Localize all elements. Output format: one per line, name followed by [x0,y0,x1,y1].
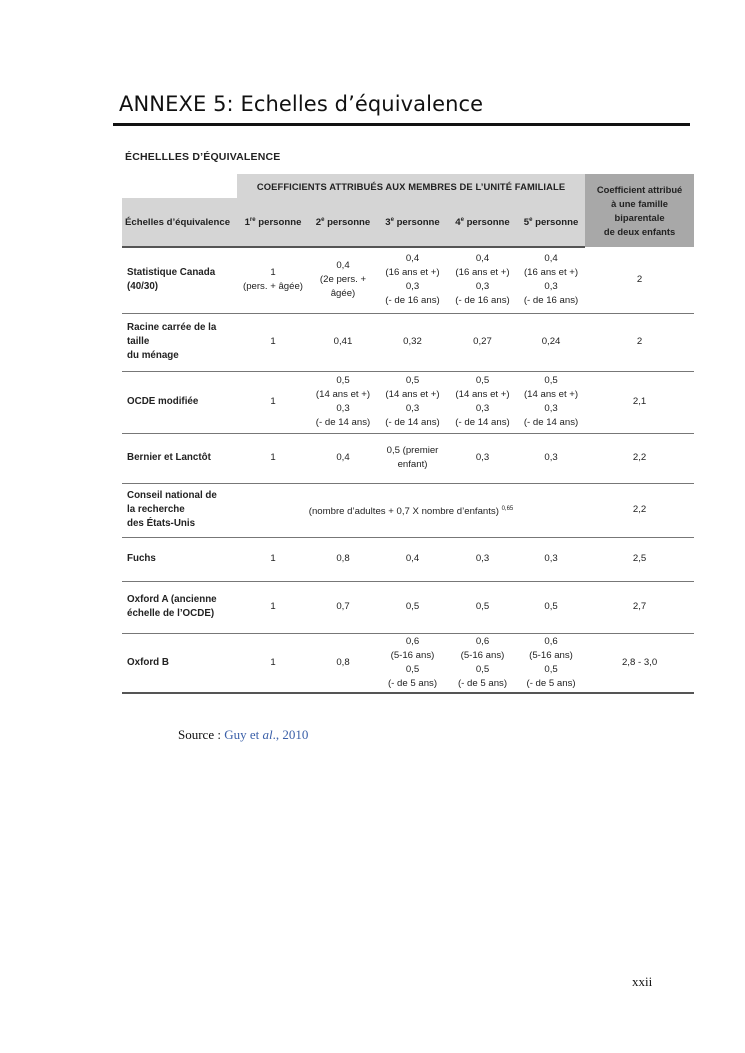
header-coefficient-line: Coefficient attribué [596,183,683,195]
cell-coefficient: 2,5 [585,537,694,581]
header-person-sup: e [460,216,464,223]
scale-name [122,483,237,537]
cell-person-3 [377,371,448,433]
cell-person-4: 0,3 [448,537,517,581]
scale-name [122,537,237,581]
cell-person-5: 0,3 [517,433,585,483]
table-row [122,633,694,693]
source-citation [178,727,308,743]
cell-coefficient: 2 [585,313,694,371]
cell-line: (16 ans et +) [523,267,579,279]
cell-line: (- de 16 ans) [455,295,510,307]
cell-line: 0,6 [405,635,420,647]
cell-person-1 [237,247,309,313]
cell-line: 0,5 [544,375,558,386]
header-person-2 [309,198,377,247]
scale-name-line: des États-Unis [127,518,196,529]
cell-person-4: 0,3 [448,433,517,483]
cell-line: (- de 5 ans) [526,677,576,689]
table-row [122,371,694,433]
cell-person-4 [448,633,517,693]
page-number: xxii [632,974,653,989]
cell-person-4 [448,247,517,313]
cell-person-2: 0,8 [309,633,377,693]
cell-line: 0,3 [405,281,420,293]
header-person-text: personne [532,216,579,228]
cell-person-1: 1 [237,313,309,371]
cell-line: (- de 14 ans) [455,417,510,428]
cell-line: 0,4 [336,260,350,272]
cell-line: 0,3 [544,403,558,414]
header-person-text: personne [255,216,302,228]
source-separator: : [214,727,225,742]
scale-name-line: Oxford A (ancienne [127,594,217,605]
cell-line: (- de 14 ans) [385,417,440,428]
header-coefficient-line: biparentale [614,211,665,223]
scale-name-line: Conseil national de [127,490,217,501]
cell-person-2: 0,4 [309,433,377,483]
cell-line: (14 ans et +) [523,389,579,400]
scale-name-line: (40/30) [127,281,159,293]
header-person-text: personne [324,216,371,228]
header-person-sup: e [321,216,325,223]
cell-person-5: 0,24 [517,313,585,371]
cell-line: (- de 14 ans) [523,417,579,428]
header-coefficient [585,174,694,247]
cell-person-2: 0,7 [309,581,377,633]
scale-name-line: Statistique Canada [127,267,216,279]
cell-coefficient: 2,7 [585,581,694,633]
cell-person-3: 0,4 [377,537,448,581]
cell-formula [237,483,585,537]
cell-line: 0,5 [544,663,558,675]
scale-name-line: Oxford B [127,656,169,668]
source-year: ., 2010 [272,727,309,742]
cell-line: 0,3 [544,281,558,293]
cell-person-1: 1 [237,633,309,693]
header-person-num: 2 [315,216,322,228]
scale-name [122,247,237,313]
scale-name-line: OCDE modifiée [127,396,199,407]
header-person-num: 4 [455,216,461,228]
scale-name-line: du ménage [127,350,179,361]
cell-line: (- de 16 ans) [385,295,440,307]
table-row [122,581,694,633]
cell-line: 0,4 [544,253,558,265]
source-author: Guy et [224,727,263,742]
cell-line: enfant) [397,459,428,470]
cell-person-5 [517,247,585,313]
equivalence-table [122,174,694,694]
scale-name-line: Fuchs [127,553,156,564]
cell-person-5 [517,633,585,693]
cell-line: 0,5 [475,663,490,675]
scale-name [122,581,237,633]
cell-line: 1 [270,267,276,279]
table-row [122,313,694,371]
scale-name [122,433,237,483]
cell-person-2: 0,8 [309,537,377,581]
header-person-4 [448,198,517,247]
scale-name [122,633,237,693]
cell-line: (pers. + âgée) [243,281,303,293]
header-blank-cell [122,174,237,198]
cell-person-2 [309,247,377,313]
cell-line: 0,5 [405,663,420,675]
header-coefficient-line: de deux enfants [603,225,676,237]
cell-line: 0,3 [336,403,350,414]
cell-line: (14 ans et +) [315,389,371,400]
cell-coefficient: 2,2 [585,433,694,483]
cell-person-3 [377,247,448,313]
cell-person-4: 0,5 [448,581,517,633]
header-person-text: personne [463,216,510,228]
header-person-1 [237,198,309,247]
header-person-sup: re [249,216,256,223]
header-person-num: 5 [523,216,530,228]
cell-person-2 [309,371,377,433]
cell-line: 0,3 [475,403,490,414]
cell-line: 0,5 [405,375,420,386]
cell-person-3 [377,433,448,483]
cell-line: 0,4 [405,253,420,265]
header-coefficient-line: à une famille [611,197,668,209]
cell-line: 0,5 [336,375,350,386]
cell-line: (5-16 ans) [529,649,573,661]
cell-line: 0,3 [405,403,420,414]
scale-name [122,313,237,371]
table-row [122,247,694,313]
header-scale-name: Échelles d’équivalence [122,198,237,247]
heading-rule [113,123,690,126]
header-person-sup: e [529,216,533,223]
table-title: ÉCHELLLES D’ÉQUIVALENCE [125,151,281,163]
cell-coefficient: 2,1 [585,371,694,433]
cell-line: 0,3 [475,281,490,293]
cell-person-5 [517,371,585,433]
cell-line: (16 ans et +) [455,267,510,279]
scale-name-line: échelle de l’OCDE) [127,608,215,619]
cell-line: (14 ans et +) [385,389,440,400]
cell-line: (5-16 ans) [390,649,435,661]
table-row [122,433,694,483]
source-reference[interactable] [224,727,308,742]
cell-line: (- de 16 ans) [523,295,579,307]
cell-coefficient: 2 [585,247,694,313]
scale-name-line: Racine carrée de la [127,322,217,333]
formula-text: (nombre d’adultes + 0,7 X nombre d’enfants) [308,505,499,517]
cell-line: 0,4 [475,253,490,265]
scale-name-line: taille [127,336,150,347]
cell-line: (- de 14 ans) [315,417,371,428]
cell-person-3: 0,5 [377,581,448,633]
header-person-text: personne [393,216,440,228]
cell-coefficient: 2,8 - 3,0 [585,633,694,693]
cell-person-1: 1 [237,537,309,581]
header-person-sup: e [390,216,394,223]
cell-line: 0,6 [544,635,558,647]
header-person-num: 1 [244,216,250,228]
scale-name-line: la recherche [127,504,185,515]
table-row [122,483,694,537]
table-row [122,537,694,581]
cell-line: (14 ans et +) [455,389,510,400]
cell-person-3 [377,633,448,693]
cell-person-4: 0,27 [448,313,517,371]
cell-person-5: 0,5 [517,581,585,633]
formula-exponent: 0,65 [501,505,514,512]
annex-heading: ANNEXE 5: Echelles d’équivalence [119,92,484,116]
cell-person-2: 0,41 [309,313,377,371]
cell-person-1: 1 [237,433,309,483]
scale-name [122,371,237,433]
cell-person-5: 0,3 [517,537,585,581]
cell-line: (5-16 ans) [460,649,505,661]
source-label: Source [178,727,215,742]
cell-person-1: 1 [237,581,309,633]
source-etal: al [262,727,273,742]
cell-line: âgée) [330,288,356,300]
cell-line: (- de 5 ans) [457,677,508,689]
cell-line: 0,6 [475,635,490,647]
header-person-num: 3 [385,216,391,228]
scale-name-line: Bernier et Lanctôt [127,452,211,463]
cell-line: 0,5 [475,375,490,386]
cell-coefficient: 2,2 [585,483,694,537]
cell-person-3: 0,32 [377,313,448,371]
cell-line: (2e pers. + [319,274,367,286]
cell-line: (16 ans et +) [385,267,440,279]
cell-line: 0,5 (premier [386,445,439,456]
cell-person-1: 1 [237,371,309,433]
header-group-title: COEFFICIENTS ATTRIBUÉS AUX MEMBRES DE L’UNITÉ FAMILIALE [237,174,585,198]
cell-person-4 [448,371,517,433]
cell-line: (- de 5 ans) [387,677,438,689]
header-person-3 [377,198,448,247]
header-person-5 [517,198,585,247]
